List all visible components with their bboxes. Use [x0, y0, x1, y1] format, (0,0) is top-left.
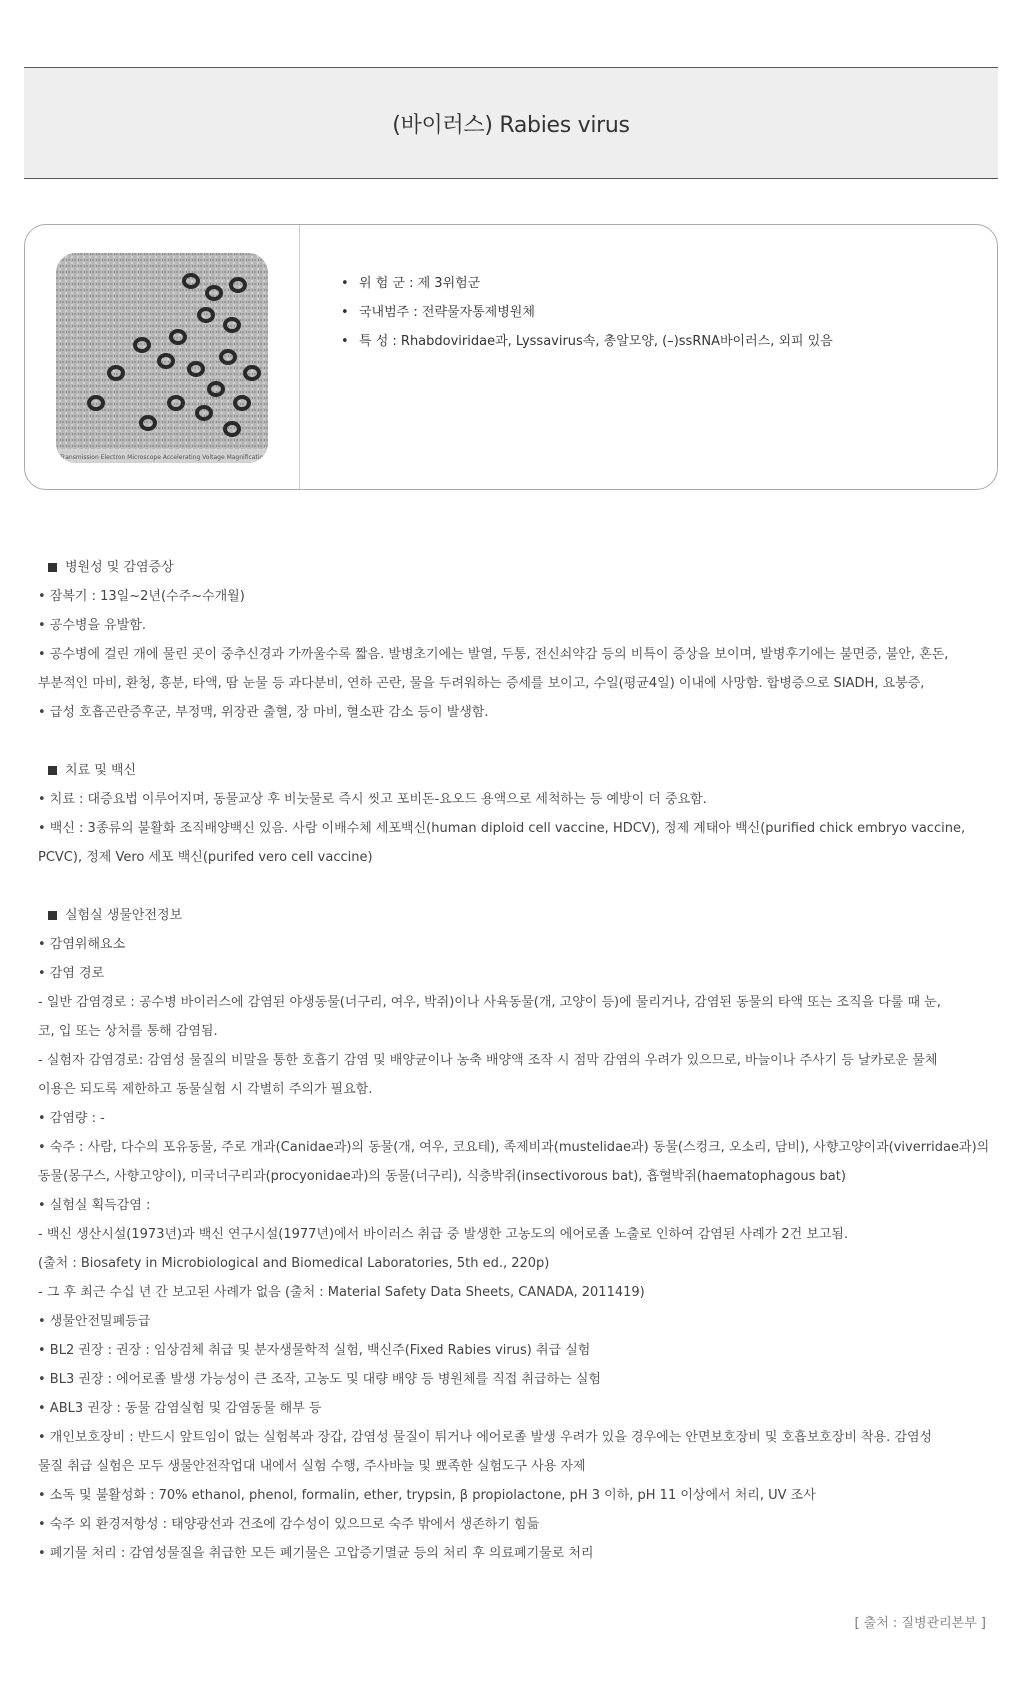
content-line: 물질 취급 실험은 모두 생물안전작업대 내에서 실험 수행, 주사바늘 및 뾰족한 실험도구 사용 자제 — [38, 1459, 586, 1474]
content-line: • BL2 권장 : 권장 : 임상검체 취급 및 분자생물학적 실험, 백신주(Fixed Rabies virus) 취급 실험 — [38, 1343, 591, 1358]
content-line: - 백신 생산시설(1973년)과 백신 연구시설(1977년)에서 바이러스 취급 중 발생한 고농도의 에어로졸 노출로 인하여 감염된 사례가 2건 보고됨. — [38, 1227, 849, 1242]
content-line: 코, 입 또는 상처를 통해 감염됨. — [38, 1024, 218, 1039]
content-body — [38, 553, 998, 1597]
content-line — [38, 1568, 998, 1597]
info-divider — [299, 225, 300, 489]
section-heading: 치료 및 백신 — [38, 756, 998, 785]
info-box — [24, 224, 998, 490]
content-line: • 개인보호장비 : 반드시 앞트임이 없는 실험복과 장갑, 감염성 물질이 튀거나 에어로졸 발생 우려가 있을 경우에는 안면보호장비 및 호흡보호장비 착용. 감염성 — [38, 1430, 933, 1445]
square-bullet-icon — [48, 911, 57, 920]
content-line: • 급성 호흡곤란증후군, 부정맥, 위장관 출혈, 장 마비, 혈소판 감소 등이 발생함. — [38, 705, 489, 720]
info-item-risk-group: • 위 험 군 : 제 3위험군 — [341, 276, 481, 291]
content-line: • 폐기물 처리 : 감염성물질을 취급한 모든 폐기물은 고압증기멸균 등의 처리 후 의료폐기물로 처리 — [38, 1546, 594, 1561]
virus-micrograph — [56, 253, 268, 463]
source-credit: [ 출처 : 질병관리본부 ] — [854, 1616, 986, 1631]
square-bullet-icon — [48, 766, 57, 775]
content-line: • BL3 권장 : 에어로졸 발생 가능성이 큰 조작, 고농도 및 대량 배양 등 병원체를 직접 취급하는 실험 — [38, 1372, 601, 1387]
content-line: • 생물안전밀폐등급 — [38, 1314, 151, 1329]
content-line: • ABL3 권장 : 동물 감염실험 및 감염동물 해부 등 — [38, 1401, 322, 1416]
content-line: - 실험자 감염경로: 감염성 물질의 비말을 통한 호흡기 감염 및 배양균이나 농축 배양액 조작 시 점막 감염의 우려가 있으므로, 바늘이나 주사기 등 날카로운 물체 — [38, 1053, 938, 1068]
section-heading: 병원성 및 감염증상 — [38, 553, 998, 582]
info-list — [341, 269, 833, 356]
section-heading: 실험실 생물안전정보 — [38, 901, 998, 930]
content-line: • 공수병에 걸린 개에 물린 곳이 중추신경과 가까울수록 짧음. 발병초기에는 발열, 두통, 전신쇠약감 등의 비특이 증상을 보이며, 발병후기에는 불면증, 불안, 혼돈, — [38, 647, 949, 662]
content-line: (출처 : Biosafety in Microbiological and Biomedical Laboratories, 5th ed., 220p) — [38, 1256, 550, 1271]
content-line: • 숙주 : 사람, 다수의 포유동물, 주로 개과(Canidae과)의 동물(개, 여우, 코요테), 족제비과(mustelidae과) 동물(스컹크, 오소리, 담비), 사향고양이과(viverridae과)의 — [38, 1140, 990, 1155]
content-line: 이용은 되도록 제한하고 동물실험 시 각별히 주의가 필요함. — [38, 1082, 373, 1097]
content-line: PCVC), 정제 Vero 세포 백신(purifed vero cell vaccine) — [38, 850, 373, 865]
content-line: 동물(몽구스, 사향고양이), 미국너구리과(procyonidae과)의 동물(너구리), 식충박쥐(insectivorous bat), 흡혈박쥐(haematophagous bat) — [38, 1169, 846, 1184]
content-line: • 숙주 외 환경저항성 : 태양광선과 건조에 감수성이 있으므로 숙주 밖에서 생존하기 힘듦 — [38, 1517, 540, 1532]
content-line: • 감염 경로 — [38, 966, 105, 981]
content-line: • 백신 : 3종류의 불활화 조직배양백신 있음. 사람 이배수체 세포백신(human diploid cell vaccine, HDCV), 정제 계태아 백신(purified chick embryo vaccine, — [38, 821, 966, 836]
content-line: • 감염량 : - — [38, 1111, 105, 1126]
info-item-domestic-category: • 국내범주 : 전략물자통제병원체 — [341, 305, 535, 320]
content-line: • 감염위해요소 — [38, 937, 126, 952]
info-item-characteristics: • 특 성 : Rhabdoviridae과, Lyssavirus속, 총알모양, (–)ssRNA바이러스, 외피 있음 — [341, 334, 833, 349]
square-bullet-icon — [48, 563, 57, 572]
content-line: • 치료 : 대증요법 이루어지며, 동물교상 후 비눗물로 즉시 씻고 포비돈-요오드 용액으로 세척하는 등 예방이 더 중요함. — [38, 792, 707, 807]
content-line: - 일반 감염경로 : 공수병 바이러스에 감염된 야생동물(너구리, 여우, 박쥐)이나 사육동물(개, 고양이 등)에 물리거나, 감염된 동물의 타액 또는 조직을 다룰 때 눈, — [38, 995, 941, 1010]
content-line: 부분적인 마비, 환청, 흥분, 타액, 땀 눈물 등 과다분비, 연하 곤란, 물을 두려워하는 증세를 보이고, 수일(평균4일) 이내에 사망함. 합병증으로 SIADH, 요붕증, — [38, 676, 925, 691]
content-line: • 공수병을 유발함. — [38, 618, 146, 633]
title-bar — [24, 67, 998, 179]
content-line: - 그 후 최근 수십 년 간 보고된 사례가 없음 (출처 : Material Safety Data Sheets, CANADA, 2011419) — [38, 1285, 645, 1300]
content-line: • 잠복기 : 13일~2년(수주~수개월) — [38, 589, 245, 604]
micrograph-caption: Transmission Electron Microscope Accelerating Voltage Magnification — [60, 454, 267, 461]
page-title: (바이러스) Rabies virus — [392, 112, 630, 138]
content-line: • 소독 및 불활성화 : 70% ethanol, phenol, formalin, ether, trypsin, β propiolactone, pH 3 이하, pH 11 이상에서 처리, UV 조사 — [38, 1488, 816, 1503]
virus-micrograph-art — [56, 253, 268, 463]
content-line: • 실험실 획득감염 : — [38, 1198, 151, 1213]
